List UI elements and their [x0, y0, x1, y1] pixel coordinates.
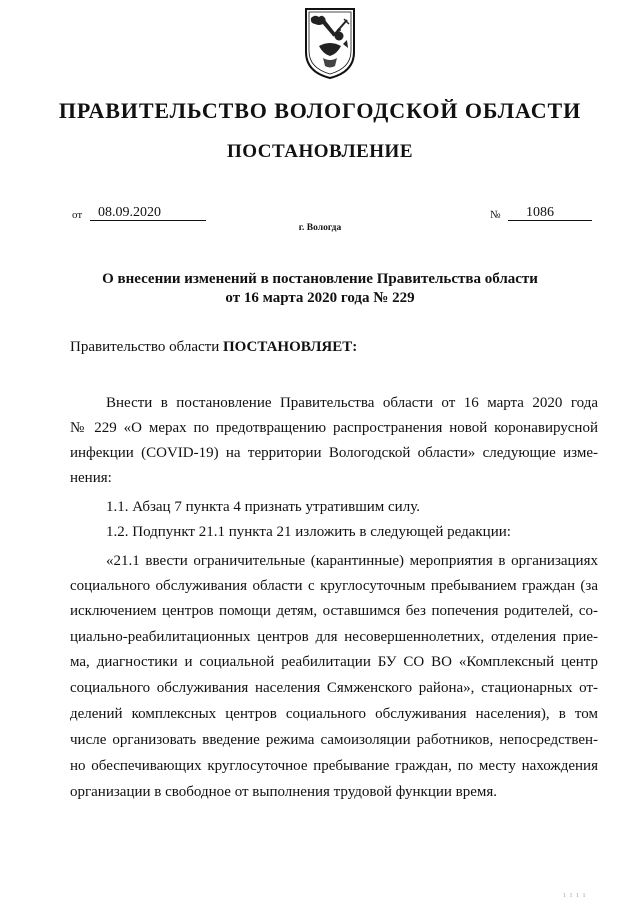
body-line: Внести в постановление Правительства области от 16 марта 2020 года — [106, 395, 598, 411]
subject-line: О внесении изменений в постановление Правительства области — [102, 271, 538, 287]
body-line: нения: — [70, 470, 112, 486]
document-number: 1086 — [508, 204, 592, 221]
body-line: делений комплексных центров социального обслуживания населения), в том — [70, 706, 598, 722]
body-line: «21.1 ввести ограничительные (карантинные) мероприятия в организациях — [106, 553, 598, 569]
body-line: 1.1. Абзац 7 пункта 4 признать утратившим силу. — [106, 499, 420, 515]
number-prefix: № — [490, 209, 501, 221]
document-type: ПОСТАНОВЛЕНИЕ — [226, 141, 414, 162]
body-line: 1.2. Подпункт 21.1 пункта 21 изложить в следующей редакции: — [106, 524, 511, 540]
body-line: ма, диагностики и социальной реабилитации БУ СО ВО «Комплексный центр — [70, 654, 598, 670]
body-line: инфекции (COVID-19) на территории Вологодской области» следующие изме- — [70, 445, 598, 461]
document-date: 08.09.2020 — [90, 204, 206, 221]
body-line: социального обслуживания населения Сямженского района», стационарных от- — [70, 680, 598, 696]
preamble-verb: ПОСТАНОВЛЯЕТ: — [222, 339, 358, 355]
preamble — [70, 339, 357, 356]
document-subject — [80, 270, 560, 308]
body-line: циально-реабилитационных центров для несовершеннолетних, отделения прие- — [70, 629, 598, 645]
body-line: социального обслуживания области с круглосуточным пребыванием граждан (за — [70, 578, 598, 594]
body-line: но обеспечивающих круглосуточное пребывание граждан, по месту нахождения — [70, 758, 598, 774]
city-label: г. Вологда — [298, 223, 342, 233]
body-line: № 229 «О мерах по предотвращению распространения новой коронавирусной — [70, 420, 598, 436]
preamble-text: Правительство области — [70, 339, 223, 355]
body-line: числе организовать введение режима самоизоляции работников, непосредствен- — [70, 732, 598, 748]
body-line: исключением центров помощи детям, оставшимся без попечения родителей, со- — [70, 603, 598, 619]
coat-of-arms-icon — [303, 6, 357, 80]
scan-mark: 1 1 1 1 — [563, 893, 587, 899]
government-name: ПРАВИТЕЛЬСТВО ВОЛОГОДСКОЙ ОБЛАСТИ — [58, 98, 582, 123]
date-prefix: от — [72, 209, 83, 221]
body-line: организации в свободное от выполнения трудовой функции время. — [70, 784, 498, 800]
subject-line: от 16 марта 2020 года № 229 — [225, 290, 415, 306]
